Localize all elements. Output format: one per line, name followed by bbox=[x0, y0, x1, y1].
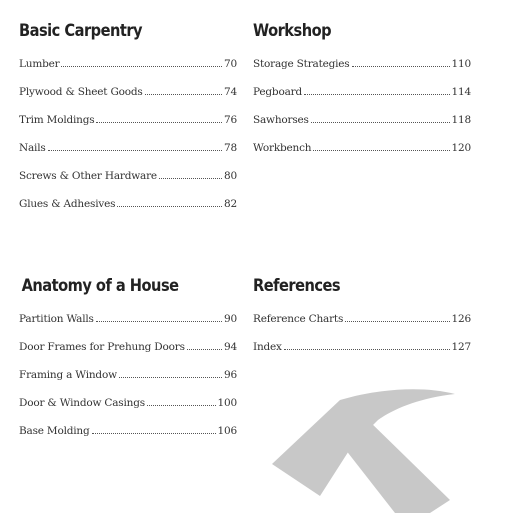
entry-page: 120 bbox=[451, 142, 471, 154]
dot-leader bbox=[96, 122, 222, 123]
entry-page: 76 bbox=[224, 114, 237, 126]
entry-page: 78 bbox=[224, 142, 237, 154]
section-heading: Basic Carpentry bbox=[19, 21, 143, 41]
entry-page: 74 bbox=[224, 86, 237, 98]
entry-label: Base Molding bbox=[19, 425, 90, 437]
dot-leader bbox=[96, 321, 222, 322]
section-workshop bbox=[253, 18, 471, 169]
toc-entry[interactable] bbox=[19, 141, 237, 169]
toc-entry[interactable] bbox=[19, 368, 237, 396]
entry-page: 94 bbox=[224, 341, 237, 353]
entry-label: Glues & Adhesives bbox=[19, 198, 116, 210]
entry-label: Reference Charts bbox=[253, 313, 344, 325]
dot-leader bbox=[352, 66, 450, 67]
dot-leader bbox=[304, 94, 450, 95]
dot-leader bbox=[313, 150, 449, 151]
section-heading: Workshop bbox=[253, 21, 332, 41]
entry-label: Partition Walls bbox=[19, 313, 94, 325]
toc-entry[interactable] bbox=[253, 85, 471, 113]
toc-entry[interactable] bbox=[253, 312, 471, 340]
entry-label: Storage Strategies bbox=[253, 58, 350, 70]
dot-leader bbox=[48, 150, 222, 151]
entry-page: 70 bbox=[224, 58, 237, 70]
hammer-icon bbox=[262, 388, 510, 513]
entry-page: 96 bbox=[224, 369, 237, 381]
section-anatomy-of-a-house bbox=[19, 273, 237, 452]
section-heading: References bbox=[253, 276, 341, 296]
entry-label: Door Frames for Prehung Doors bbox=[19, 341, 185, 353]
hammer-shape bbox=[272, 389, 455, 513]
entry-page: 114 bbox=[451, 86, 471, 98]
entry-label: Screws & Other Hardware bbox=[19, 170, 157, 182]
dot-leader bbox=[119, 377, 222, 378]
entry-label: Trim Moldings bbox=[19, 114, 95, 126]
entry-label: Framing a Window bbox=[19, 369, 117, 381]
toc-entry[interactable] bbox=[253, 57, 471, 85]
toc-entry[interactable] bbox=[253, 113, 471, 141]
dot-leader bbox=[311, 122, 450, 123]
dot-leader bbox=[147, 405, 216, 406]
entry-label: Lumber bbox=[19, 58, 60, 70]
toc-entry[interactable] bbox=[19, 169, 237, 197]
dot-leader bbox=[345, 321, 449, 322]
toc-entry[interactable] bbox=[253, 340, 471, 368]
entry-label: Workbench bbox=[253, 142, 312, 154]
entry-label: Pegboard bbox=[253, 86, 302, 98]
dot-leader bbox=[61, 66, 222, 67]
entry-page: 106 bbox=[217, 425, 237, 437]
entry-page: 110 bbox=[451, 58, 471, 70]
dot-leader bbox=[187, 349, 222, 350]
section-basic-carpentry bbox=[19, 18, 237, 225]
dot-leader bbox=[145, 94, 222, 95]
dot-leader bbox=[117, 206, 222, 207]
section-references bbox=[253, 273, 471, 368]
entry-label: Plywood & Sheet Goods bbox=[19, 86, 143, 98]
entry-label: Door & Window Casings bbox=[19, 397, 145, 409]
toc-entry[interactable] bbox=[19, 312, 237, 340]
entry-page: 82 bbox=[224, 198, 237, 210]
section-heading: Anatomy of a House bbox=[21, 276, 179, 296]
entry-page: 100 bbox=[217, 397, 237, 409]
entry-label: Nails bbox=[19, 142, 46, 154]
entry-page: 126 bbox=[451, 313, 471, 325]
entry-page: 90 bbox=[224, 313, 237, 325]
toc-entry[interactable] bbox=[253, 141, 471, 169]
dot-leader bbox=[159, 178, 222, 179]
entry-label: Index bbox=[253, 341, 282, 353]
entry-page: 80 bbox=[224, 170, 237, 182]
entry-label: Sawhorses bbox=[253, 114, 309, 126]
toc-entry[interactable] bbox=[19, 197, 237, 225]
entry-page: 118 bbox=[451, 114, 471, 126]
toc-entry[interactable] bbox=[19, 396, 237, 424]
toc-entry[interactable] bbox=[19, 57, 237, 85]
entry-page: 127 bbox=[451, 341, 471, 353]
dot-leader bbox=[92, 433, 216, 434]
dot-leader bbox=[284, 349, 450, 350]
toc-entry[interactable] bbox=[19, 424, 237, 452]
toc-entry[interactable] bbox=[19, 85, 237, 113]
toc-entry[interactable] bbox=[19, 340, 237, 368]
toc-entry[interactable] bbox=[19, 113, 237, 141]
